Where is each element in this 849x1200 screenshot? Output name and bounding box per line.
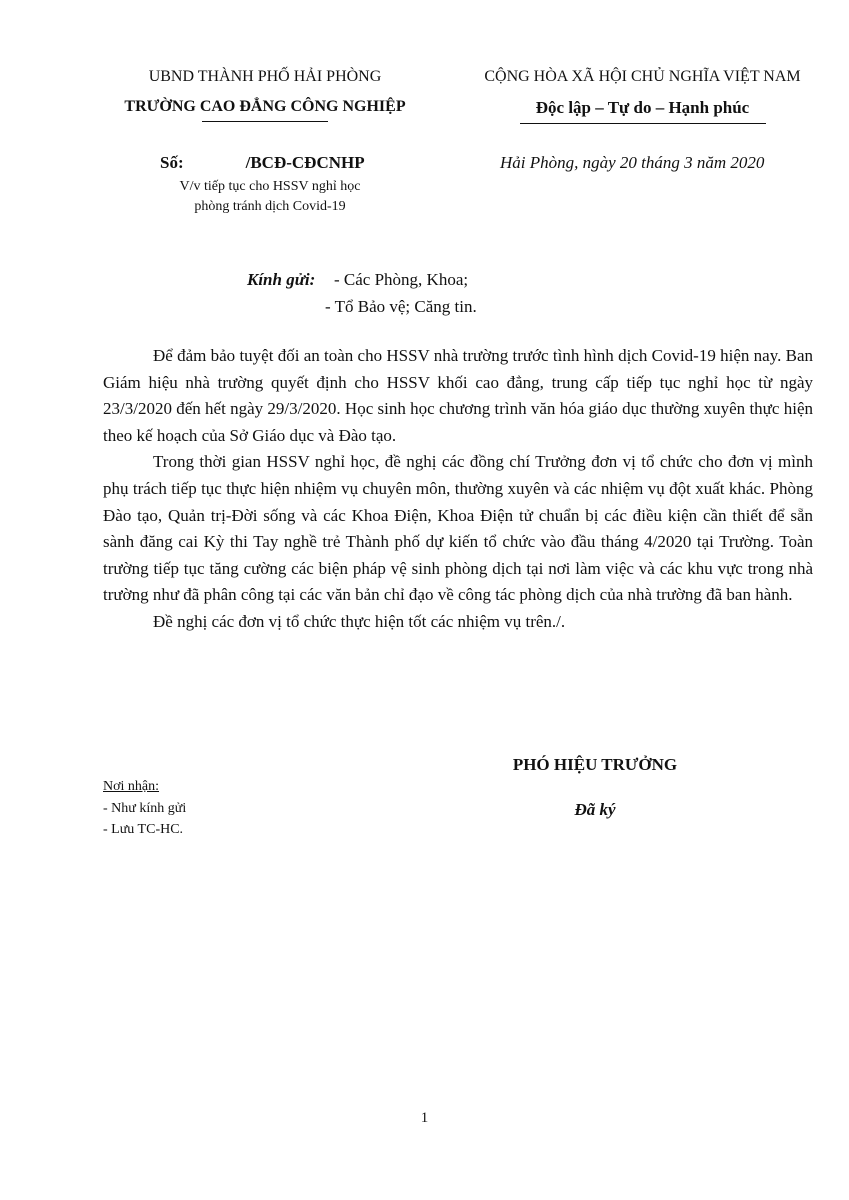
distribution-item-2: - Lưu TC-HC. — [103, 822, 184, 837]
recipient-line-2: - Tổ Bảo vệ; Căng tin. — [325, 297, 477, 316]
subject-line-1: V/v tiếp tục cho HSSV nghỉ học — [179, 179, 361, 194]
motto-underline — [520, 123, 766, 124]
document-number-label: Số: — [160, 153, 184, 172]
national-title: CỘNG HÒA XÃ HỘI CHỦ NGHĨA VIỆT NAM — [484, 68, 801, 85]
distribution-item-1: - Như kính gửi — [103, 801, 187, 816]
page-number: 1 — [420, 1110, 429, 1126]
body-paragraph-2: Trong thời gian HSSV nghỉ học, đề nghị các đồng chí Trưởng đơn vị tổ chức cho đơn vị mình phụ trách tiếp tục thực hiện nhiệm vụ chuyên môn, thường xuyên và các nhiệm vụ đột xuất khác. Phòng Đào tạo, Quản trị-Đời sống và các Khoa Điện, Khoa Điện tử chuẩn bị các điều kiện cần thiết để sẵn sành đăng cai Kỳ thi Tay nghề trẻ Thành phố dự kiến tổ chức vào đầu tháng 4/2020 tại Trường. Toàn trường tiếp tục tăng cường các biện pháp vệ sinh phòng dịch tại nơi làm việc và các khu vực trong nhà trường như đã phân công tại các văn bản chỉ đạo về công tác phòng dịch của nhà trường đã ban hành. — [103, 452, 813, 605]
body-paragraph-1: Để đảm bảo tuyệt đối an toàn cho HSSV nhà trường trước tình hình dịch Covid-19 hiện nay. Ban Giám hiệu nhà trường quyết định cho HSSV khối cao đẳng, trung cấp tiếp tục nghỉ học từ ngày 23/3/2020 đến hết ngày 29/3/2020. Học sinh học chương trình văn hóa giáo dục thường xuyên thực hiện theo kế hoạch của Sở Giáo dục và Đào tạo. — [103, 346, 813, 445]
national-motto: Độc lập – Tự do – Hạnh phúc — [535, 98, 750, 117]
recipients-label: Kính gửi: — [247, 270, 316, 289]
school-underline — [202, 121, 328, 122]
recipient-line-1: - Các Phòng, Khoa; — [334, 270, 469, 289]
issue-date: Hải Phòng, ngày 20 tháng 3 năm 2020 — [500, 153, 765, 172]
document-number — [160, 153, 365, 173]
subject-line-2: phòng tránh dịch Covid-19 — [194, 199, 346, 214]
signed-status: Đã ký — [574, 800, 616, 819]
distribution-label: Nơi nhận: — [103, 779, 160, 794]
document-number-code: /BCĐ-CĐCNHP — [245, 153, 365, 172]
body-paragraph-3: Đề nghị các đơn vị tổ chức thực hiện tốt các nhiệm vụ trên./. — [153, 611, 566, 631]
school-name: TRƯỜNG CAO ĐẲNG CÔNG NGHIỆP — [124, 98, 406, 115]
issuing-agency: UBND THÀNH PHỐ HẢI PHÒNG — [148, 68, 382, 85]
document-body — [103, 343, 813, 636]
signer-title: PHÓ HIỆU TRƯỞNG — [512, 755, 678, 774]
